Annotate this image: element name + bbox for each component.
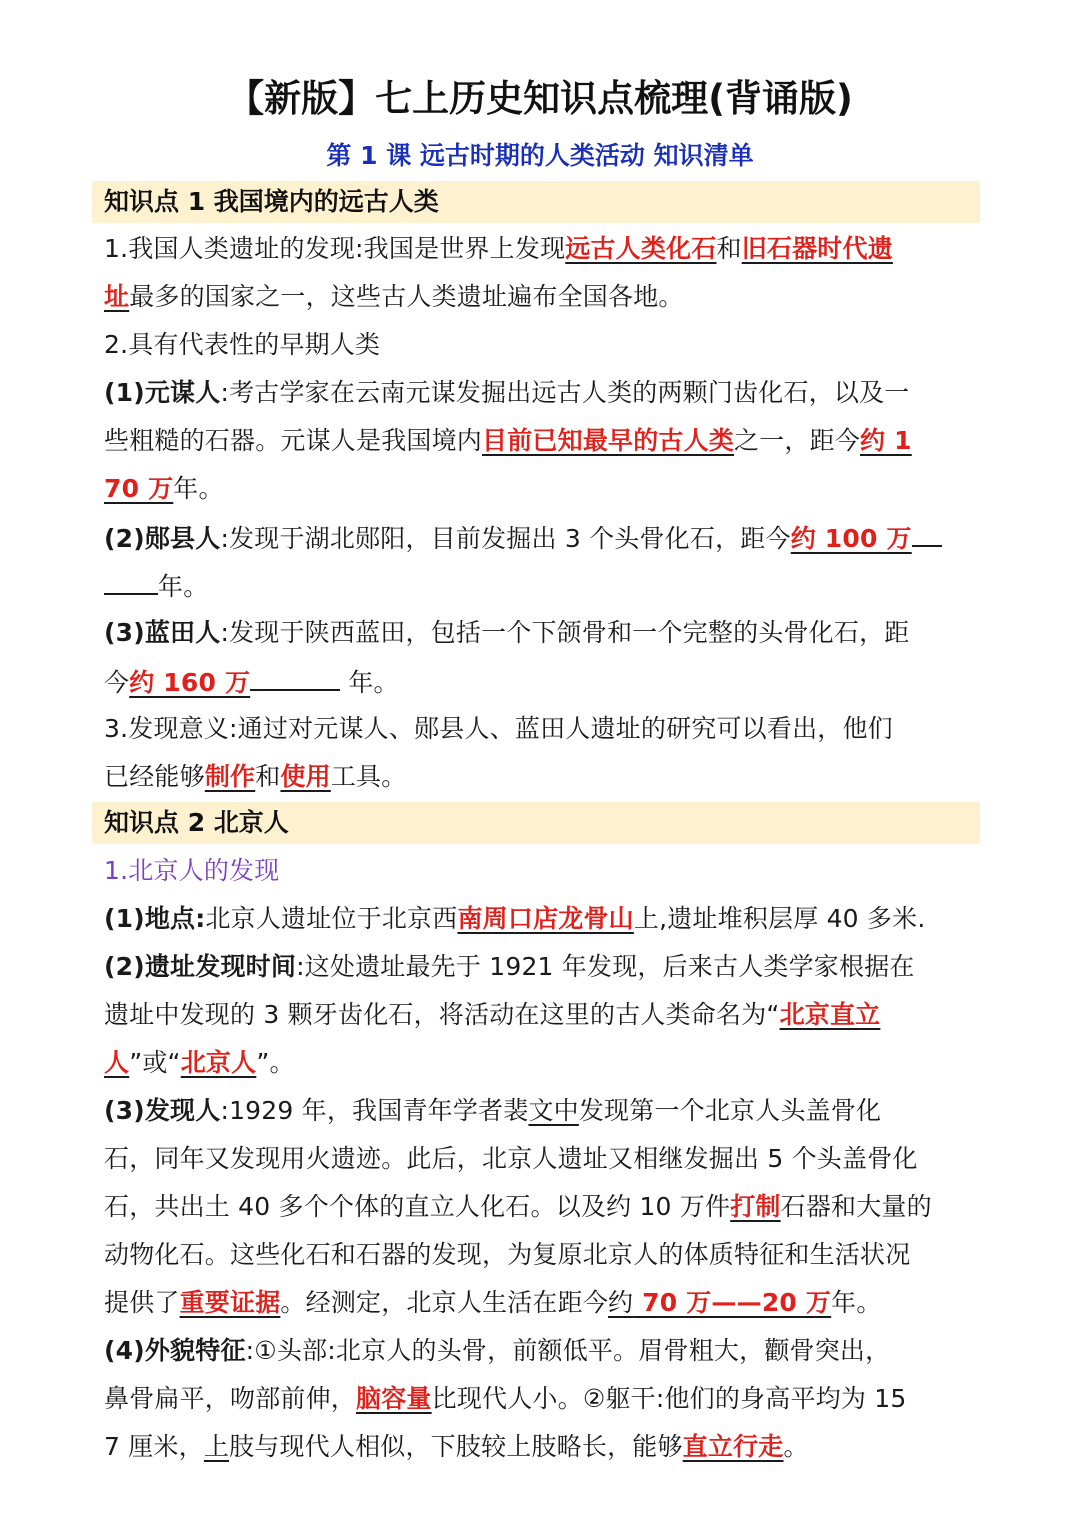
text: 工具。 (330, 762, 407, 791)
time-line2 (104, 995, 984, 1035)
key-term: 使用 (280, 762, 331, 791)
text: 。 (783, 1432, 809, 1461)
underlined-text: 约 (608, 1288, 634, 1317)
text: 之一，距今 (734, 426, 861, 455)
text: :这处遗址最先于 1921 年发现，后来古人类学家根据在 (296, 952, 915, 981)
text: 石，共出土 40 多个个体的直立人化石。以及约 10 万件 (104, 1192, 731, 1221)
significance-line2 (104, 757, 984, 797)
key-term: 人 (104, 1048, 130, 1077)
kp1-p2: 2.具有代表性的早期人类 (104, 330, 381, 359)
item-label: (3)发现人 (104, 1096, 221, 1125)
key-term: 制作 (204, 762, 256, 791)
lantian-line1 (104, 613, 984, 653)
text: 遗址中发现的 3 颗牙齿化石，将活动在这里的古人类命名为“ (104, 1000, 780, 1029)
yuanmou-line1 (104, 373, 984, 413)
knowledge-point-2-heading: 知识点 2 北京人 (92, 802, 980, 844)
key-term: 约 1 (860, 426, 912, 455)
text: 年。 (831, 1288, 882, 1317)
item-label: (1)元谋人 (104, 378, 221, 407)
key-term: 70 万 (104, 474, 174, 503)
item-label: (3)蓝田人 (104, 618, 221, 647)
key-term: 约 100 万 (790, 524, 912, 553)
text: 。经测定，北京人生活在距今 (280, 1288, 609, 1317)
page-title: 【新版】七上历史知识点梳理(背诵版) (227, 77, 853, 120)
key-term: 北京直立 (779, 1000, 881, 1029)
text: 1.我国人类遗址的发现:我国是世界上发现 (104, 234, 566, 263)
text: 和 (255, 762, 281, 791)
knowledge-point-1-heading: 知识点 1 我国境内的远古人类 (92, 181, 980, 223)
text: 鼻骨扁平，吻部前伸， (104, 1384, 357, 1413)
yunxian-line1 (104, 517, 984, 559)
place-line (104, 899, 984, 939)
text: 肢与现代人相似，下肢较上肢略长，能够 (229, 1432, 683, 1461)
kp1-p1-line1 (104, 229, 984, 269)
item-label: (1)地点: (104, 904, 206, 933)
text: :1929 年，我国青年学者裴 (220, 1096, 529, 1125)
finder-line2: 石，同年又发现用火遗迹。此后，北京人遗址又相继发掘出 5 个头盖骨化 (104, 1144, 918, 1173)
fill-blank (250, 661, 340, 691)
text: 7 厘米， (104, 1432, 204, 1461)
text: :①头部:北京人的头骨，前额低平。眉骨粗大，颧骨突出， (245, 1336, 891, 1365)
key-term: 重要证据 (179, 1288, 281, 1317)
key-term: 旧石器时代遗 (741, 234, 893, 263)
key-term: 70 万——20 万 (633, 1288, 832, 1317)
text: ”或“ (129, 1048, 181, 1077)
text: 上,遗址堆积层厚 40 多米. (633, 904, 926, 933)
text: 最多的国家之一，这些古人类遗址遍布全国各地。 (129, 282, 684, 311)
text: 今 (104, 668, 130, 697)
time-line1 (104, 947, 984, 987)
key-term: 远古人类化石 (565, 234, 717, 263)
key-term: 打制 (730, 1192, 781, 1221)
text: ”。 (256, 1048, 295, 1077)
yunxian-line2 (104, 565, 984, 607)
key-term: 脑容量 (356, 1384, 432, 1413)
text: 北京人遗址位于北京西 (205, 904, 458, 933)
key-term: 北京人 (180, 1048, 257, 1077)
appearance-line1 (104, 1331, 984, 1371)
text: 些粗糙的石器。元谋人是我国境内 (104, 426, 483, 455)
text: 和 (716, 234, 742, 263)
key-term: 南周口店龙骨山 (457, 904, 634, 933)
key-term: 目前已知最早的古人类 (482, 426, 735, 455)
finder-line4: 动物化石。这些化石和石器的发现，为复原北京人的体质特征和生活状况 (104, 1240, 911, 1269)
yuanmou-line3 (104, 469, 984, 509)
fill-blank (912, 517, 942, 547)
text: 年。 (158, 572, 209, 601)
appearance-line3 (104, 1427, 984, 1467)
lesson-subtitle: 第 1 课 远古时期的人类活动 知识清单 (326, 141, 754, 170)
text: :发现于陕西蓝田，包括一个下颌骨和一个完整的头骨化石，距 (220, 618, 910, 647)
item-label: (2)郧县人 (104, 524, 221, 553)
underlined-text: 上 (203, 1432, 230, 1461)
key-term: 约 160 万 (129, 668, 251, 697)
finder-line1 (104, 1091, 984, 1131)
text: :考古学家在云南元谋发掘出远古人类的两颗门齿化石，以及一 (220, 378, 910, 407)
key-term: 址 (104, 282, 130, 311)
fill-blank (104, 565, 158, 595)
kp2-sub-heading: 1.北京人的发现 (104, 856, 280, 885)
text: 发现第一个北京人头盖骨化 (578, 1096, 882, 1125)
kp1-p1-line2 (104, 277, 984, 317)
key-term: 直立行走 (682, 1432, 784, 1461)
lantian-line2 (104, 661, 984, 703)
text: 年。 (340, 668, 399, 697)
text: 提供了 (104, 1288, 180, 1317)
finder-line3 (104, 1187, 984, 1227)
text: 年。 (173, 474, 224, 503)
underlined-text: 文中 (528, 1096, 579, 1125)
item-label: (2)遗址发现时间 (104, 952, 297, 981)
time-line3 (104, 1043, 984, 1083)
appearance-line2 (104, 1379, 984, 1419)
item-label: (4)外貌特征 (104, 1336, 246, 1365)
text: 比现代人小。②躯干:他们的身高平均为 15 (431, 1384, 907, 1413)
significance-line1: 3.发现意义:通过对元谋人、郧县人、蓝田人遗址的研究可以看出，他们 (104, 714, 893, 743)
finder-line5 (104, 1283, 984, 1323)
text: 已经能够 (104, 762, 205, 791)
yuanmou-line2 (104, 421, 984, 461)
text: 石器和大量的 (780, 1192, 932, 1221)
text: :发现于湖北郧阳，目前发掘出 3 个头骨化石，距今 (220, 524, 791, 553)
